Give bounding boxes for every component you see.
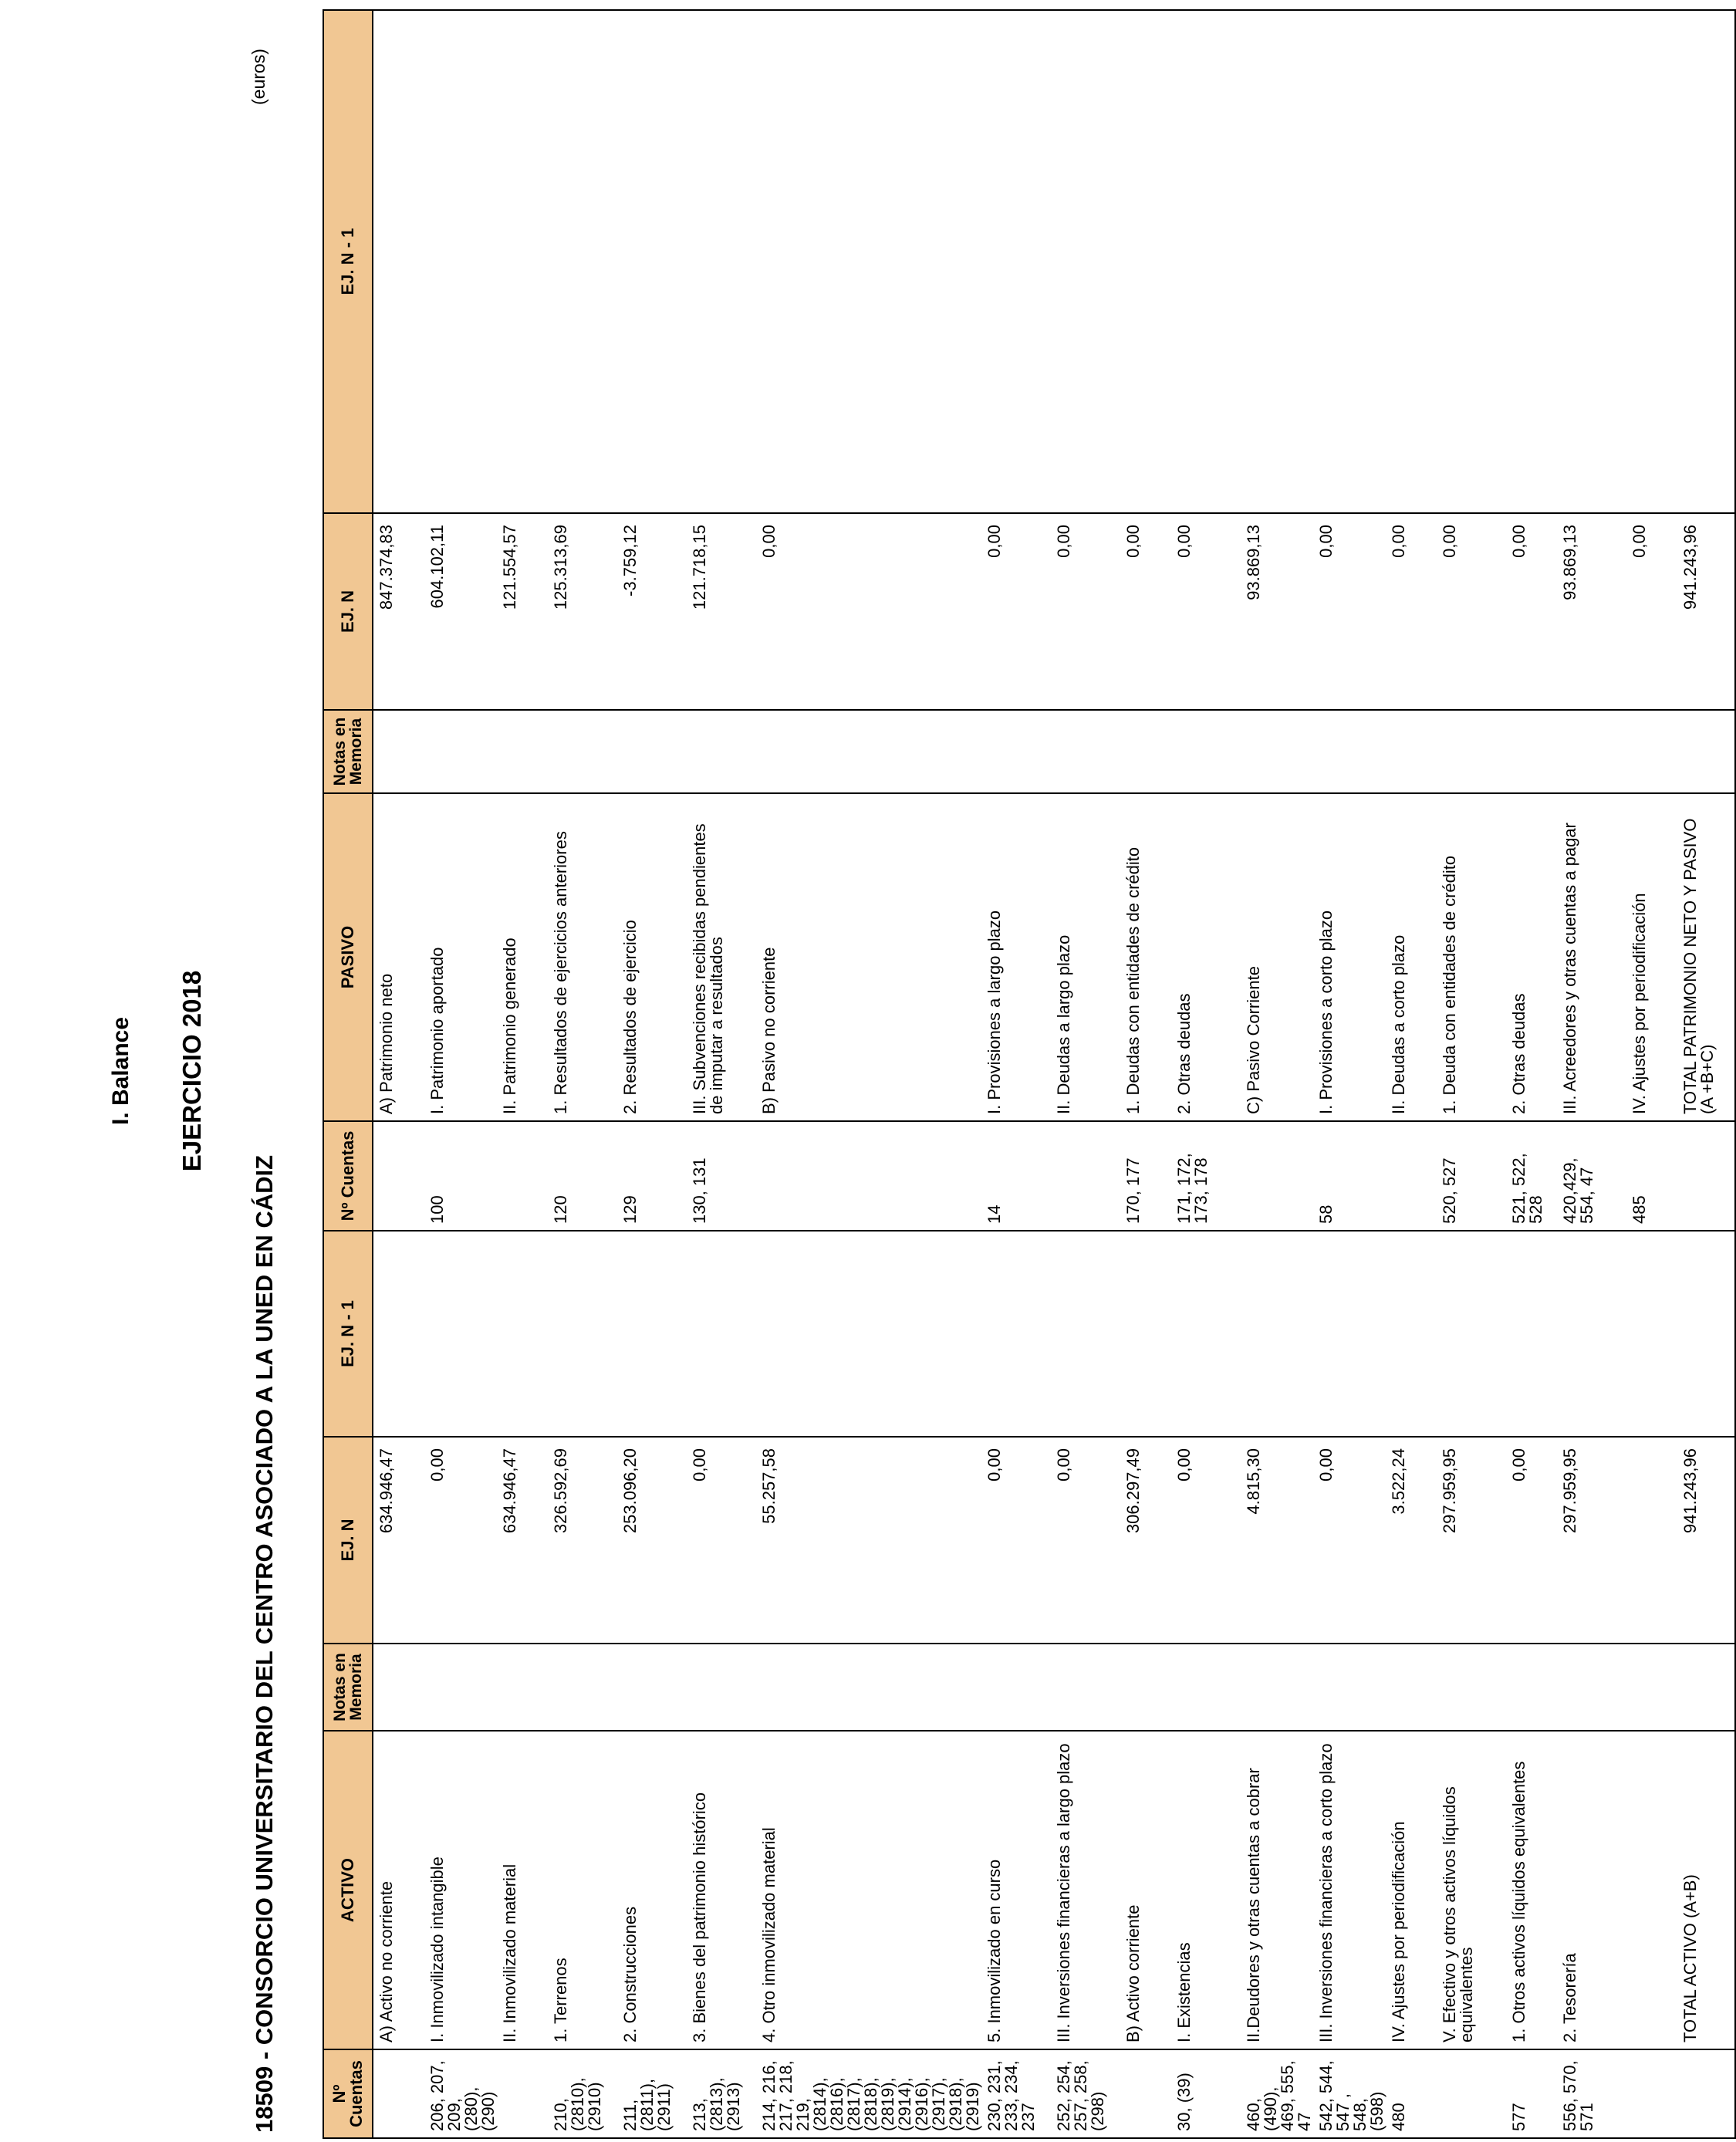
balance-row (1626, 10, 1677, 2138)
notes-activo (617, 1644, 687, 1731)
amount-ejn1-activo (687, 1231, 756, 1437)
amount-ejn1-pasivo (1557, 10, 1626, 513)
amount-ejn1-activo (1171, 1231, 1241, 1437)
amount-ejn-activo: 0,00 (1051, 1437, 1120, 1644)
amount-ejn-activo: 0,00 (687, 1437, 756, 1644)
balance-row (1557, 10, 1626, 2138)
account-codes-pasivo: 170, 177 (1120, 1121, 1171, 1231)
amount-ejn1-pasivo (1313, 10, 1386, 513)
activo-label: III. Inversiones financieras a largo plazo (1051, 1731, 1120, 2049)
amount-ejn1-pasivo (373, 10, 424, 513)
account-codes-activo: 230, 231, 233, 234, 237 (981, 2049, 1051, 2138)
activo-label: TOTAL ACTIVO (A+B) (1677, 1731, 1735, 2049)
amount-ejn-activo: 0,00 (981, 1437, 1051, 1644)
amount-ejn1-pasivo (1677, 10, 1735, 513)
activo-label: 5. Inmovilizado en curso (981, 1731, 1051, 2049)
notes-pasivo (981, 710, 1051, 793)
account-codes-activo: 577 (1506, 2049, 1557, 2138)
notes-pasivo (1386, 710, 1437, 793)
activo-label: II. Inmovilizado material (497, 1731, 548, 2049)
amount-ejn-activo: 297.959,95 (1557, 1437, 1626, 1644)
balance-row (1677, 10, 1735, 2138)
amount-ejn-activo: 4.815,30 (1241, 1437, 1313, 1644)
notes-activo (424, 1644, 497, 1731)
pasivo-label: I. Patrimonio aportado (424, 793, 497, 1121)
amount-ejn1-activo (497, 1231, 548, 1437)
fiscal-year: EJERCICIO 2018 (177, 970, 206, 1172)
notes-pasivo (1557, 710, 1626, 793)
amount-ejn-activo: 3.522,24 (1386, 1437, 1437, 1644)
amount-ejn1-pasivo (1241, 10, 1313, 513)
activo-label: IV. Ajustes por periodificación (1386, 1731, 1437, 2049)
amount-ejn1-pasivo (687, 10, 756, 513)
amount-ejn1-pasivo (1051, 10, 1120, 513)
balance-table (323, 9, 1736, 2139)
account-codes-pasivo: 58 (1313, 1121, 1386, 1231)
notes-pasivo (1241, 710, 1313, 793)
balance-row (1506, 10, 1557, 2138)
header-row (323, 10, 373, 2138)
col-header-pasivo: PASIVO (323, 793, 373, 1121)
activo-label: 2. Construcciones (617, 1731, 687, 2049)
amount-ejn-pasivo: 93.869,13 (1241, 513, 1313, 710)
notes-pasivo (1171, 710, 1241, 793)
notes-pasivo (424, 710, 497, 793)
amount-ejn-pasivo: 0,00 (1051, 513, 1120, 710)
notes-activo (1506, 1644, 1557, 1731)
notes-activo (1051, 1644, 1120, 1731)
notes-activo (1171, 1644, 1241, 1731)
activo-label: B) Activo corriente (1120, 1731, 1171, 2049)
notes-pasivo (1677, 710, 1735, 793)
account-codes-pasivo (756, 1121, 981, 1231)
account-codes-pasivo: 14 (981, 1121, 1051, 1231)
amount-ejn1-pasivo (1506, 10, 1557, 513)
pasivo-label: II. Deudas a largo plazo (1051, 793, 1120, 1121)
amount-ejn-pasivo: 125.313,69 (548, 513, 617, 710)
activo-label: I. Inmovilizado intangible (424, 1731, 497, 2049)
notes-activo (1241, 1644, 1313, 1731)
amount-ejn-activo: 634.946,47 (497, 1437, 548, 1644)
account-codes-pasivo (497, 1121, 548, 1231)
pasivo-label: 1. Deudas con entidades de crédito (1120, 793, 1171, 1121)
pasivo-label: II. Deudas a corto plazo (1386, 793, 1437, 1121)
account-codes-pasivo (1677, 1121, 1735, 1231)
notes-pasivo (756, 710, 981, 793)
account-codes-activo (373, 2049, 424, 2138)
entity-name: 18509 - CONSORCIO UNIVERSITARIO DEL CENTRO ASOCIADO A LA UNED EN CÁDIZ (251, 1154, 278, 2133)
amount-ejn-pasivo: -3.759,12 (617, 513, 687, 710)
notes-activo (548, 1644, 617, 1731)
activo-label: III. Inversiones financieras a corto plazo (1313, 1731, 1386, 2049)
amount-ejn-pasivo: 121.718,15 (687, 513, 756, 710)
account-codes-pasivo: 100 (424, 1121, 497, 1231)
col-header-ejn1-activo: EJ. N - 1 (323, 1231, 373, 1437)
amount-ejn-activo: 0,00 (424, 1437, 497, 1644)
activo-label: V. Efectivo y otros activos líquidos equivalentes (1437, 1731, 1506, 2049)
activo-label: 2. Tesorería (1557, 1731, 1626, 2049)
balance-row (548, 10, 617, 2138)
account-codes-activo: 252, 254, 257, 258, (298) (1051, 2049, 1120, 2138)
amount-ejn-pasivo: 847.374,83 (373, 513, 424, 710)
pasivo-label: C) Pasivo Corriente (1241, 793, 1313, 1121)
notes-pasivo (1313, 710, 1386, 793)
activo-label: 1. Terrenos (548, 1731, 617, 2049)
pasivo-label: I. Provisiones a largo plazo (981, 793, 1051, 1121)
amount-ejn-activo: 0,00 (1171, 1437, 1241, 1644)
account-codes-activo: 214, 216, 217, 218, 219, (2814), (2816), (2817), (2818), (2819), (2914), (2916), (2917), (2918), (2919) (756, 2049, 981, 2138)
account-codes-activo (1626, 2049, 1677, 2138)
amount-ejn-activo: 634.946,47 (373, 1437, 424, 1644)
activo-label: 1. Otros activos líquidos equivalentes (1506, 1731, 1557, 2049)
amount-ejn1-activo (1557, 1231, 1626, 1437)
account-codes-pasivo: 420,429, 554, 47 (1557, 1121, 1626, 1231)
notes-pasivo (1506, 710, 1557, 793)
amount-ejn1-activo (1677, 1231, 1735, 1437)
amount-ejn-pasivo: 0,00 (1437, 513, 1506, 710)
amount-ejn-pasivo: 121.554,57 (497, 513, 548, 710)
account-codes-activo (1120, 2049, 1171, 2138)
pasivo-label: A) Patrimonio neto (373, 793, 424, 1121)
col-header-notas-pasivo: Notas en Memoria (323, 710, 373, 793)
notes-activo (1626, 1644, 1677, 1731)
amount-ejn-activo: 253.096,20 (617, 1437, 687, 1644)
amount-ejn-pasivo: 0,00 (1171, 513, 1241, 710)
account-codes-pasivo: 130, 131 (687, 1121, 756, 1231)
account-codes-pasivo: 521, 522, 528 (1506, 1121, 1557, 1231)
balance-row (1241, 10, 1313, 2138)
amount-ejn-pasivo: 93.869,13 (1557, 513, 1626, 710)
pasivo-label: IV. Ajustes por periodificación (1626, 793, 1677, 1121)
currency-units: (euros) (248, 49, 269, 105)
amount-ejn1-pasivo (1626, 10, 1677, 513)
amount-ejn1-activo (1437, 1231, 1506, 1437)
amount-ejn1-activo (981, 1231, 1051, 1437)
notes-activo (981, 1644, 1051, 1731)
col-header-ejn-pasivo: EJ. N (323, 513, 373, 710)
amount-ejn-pasivo: 941.243,96 (1677, 513, 1735, 710)
amount-ejn1-pasivo (617, 10, 687, 513)
balance-row (497, 10, 548, 2138)
amount-ejn1-activo (424, 1231, 497, 1437)
amount-ejn-pasivo: 0,00 (756, 513, 981, 710)
col-header-notas-activo: Notas en Memoria (323, 1644, 373, 1731)
amount-ejn1-activo (1626, 1231, 1677, 1437)
amount-ejn1-activo (373, 1231, 424, 1437)
activo-label: 3. Bienes del patrimonio histórico (687, 1731, 756, 2049)
account-codes-pasivo: 120 (548, 1121, 617, 1231)
amount-ejn1-activo (1313, 1231, 1386, 1437)
amount-ejn-pasivo: 0,00 (1386, 513, 1437, 710)
amount-ejn-activo: 0,00 (1313, 1437, 1386, 1644)
amount-ejn1-activo (1241, 1231, 1313, 1437)
account-codes-pasivo (373, 1121, 424, 1231)
amount-ejn-pasivo: 0,00 (1626, 513, 1677, 710)
account-codes-pasivo (1241, 1121, 1313, 1231)
amount-ejn1-pasivo (981, 10, 1051, 513)
notes-pasivo (1120, 710, 1171, 793)
amount-ejn-activo (1626, 1437, 1677, 1644)
pasivo-label: 2. Otras deudas (1506, 793, 1557, 1121)
balance-row (687, 10, 756, 2138)
pasivo-label: I. Provisiones a corto plazo (1313, 793, 1386, 1121)
account-codes-pasivo (1051, 1121, 1120, 1231)
account-codes-pasivo: 520, 527 (1437, 1121, 1506, 1231)
activo-label: I. Existencias (1171, 1731, 1241, 2049)
account-codes-pasivo (1386, 1121, 1437, 1231)
notes-pasivo (497, 710, 548, 793)
amount-ejn1-activo (1120, 1231, 1171, 1437)
pasivo-label: 1. Deuda con entidades de crédito (1437, 793, 1506, 1121)
account-codes-activo: 210, (2810), (2910) (548, 2049, 617, 2138)
amount-ejn1-activo (1386, 1231, 1437, 1437)
amount-ejn1-activo (1506, 1231, 1557, 1437)
notes-activo (1120, 1644, 1171, 1731)
activo-label (1626, 1731, 1677, 2049)
account-codes-activo: 30, (39) (1171, 2049, 1241, 2138)
pasivo-label: 2. Otras deudas (1171, 793, 1241, 1121)
col-header-ejn-activo: EJ. N (323, 1437, 373, 1644)
col-header-activo: ACTIVO (323, 1731, 373, 2049)
amount-ejn1-activo (756, 1231, 981, 1437)
pasivo-label: TOTAL PATRIMONIO NETO Y PASIVO (A +B+C) (1677, 793, 1735, 1121)
amount-ejn-activo: 55.257,58 (756, 1437, 981, 1644)
notes-activo (497, 1644, 548, 1731)
account-codes-activo: 460, (490), 469, 555, 47 (1241, 2049, 1313, 2138)
account-codes-activo: 211, (2811), (2911) (617, 2049, 687, 2138)
amount-ejn-activo: 297.959,95 (1437, 1437, 1506, 1644)
document-title: I. Balance (108, 1016, 133, 1126)
notes-activo (1386, 1644, 1437, 1731)
account-codes-activo: 206, 207, 209, (280), (290) (424, 2049, 497, 2138)
account-codes-activo: 213, (2813), (2913) (687, 2049, 756, 2138)
pasivo-label: B) Pasivo no corriente (756, 793, 981, 1121)
balance-row (373, 10, 424, 2138)
account-codes-activo (1437, 2049, 1506, 2138)
pasivo-label: II. Patrimonio generado (497, 793, 548, 1121)
activo-label: A) Activo no corriente (373, 1731, 424, 2049)
amount-ejn1-pasivo (497, 10, 548, 513)
notes-pasivo (617, 710, 687, 793)
balance-row (1051, 10, 1120, 2138)
amount-ejn-activo: 326.592,69 (548, 1437, 617, 1644)
amount-ejn1-pasivo (1437, 10, 1506, 513)
notes-pasivo (1437, 710, 1506, 793)
account-codes-pasivo: 129 (617, 1121, 687, 1231)
notes-pasivo (1051, 710, 1120, 793)
amount-ejn-pasivo: 0,00 (981, 513, 1051, 710)
balance-row (1171, 10, 1241, 2138)
amount-ejn1-pasivo (548, 10, 617, 513)
account-codes-pasivo: 485 (1626, 1121, 1677, 1231)
amount-ejn1-activo (1051, 1231, 1120, 1437)
balance-row (617, 10, 687, 2138)
notes-pasivo (548, 710, 617, 793)
amount-ejn-pasivo: 0,00 (1120, 513, 1171, 710)
balance-row (981, 10, 1051, 2138)
amount-ejn-activo: 306.297,49 (1120, 1437, 1171, 1644)
account-codes-activo: 542, 544, 547 , 548, (598) (1313, 2049, 1386, 2138)
balance-row (1386, 10, 1437, 2138)
account-codes-activo (497, 2049, 548, 2138)
amount-ejn-activo: 0,00 (1506, 1437, 1557, 1644)
amount-ejn1-pasivo (1386, 10, 1437, 513)
balance-row (756, 10, 981, 2138)
pasivo-label: 1. Resultados de ejercicios anteriores (548, 793, 617, 1121)
pasivo-label: III. Subvenciones recibidas pendientes de imputar a resultados (687, 793, 756, 1121)
pasivo-label: III. Acreedores y otras cuentas a pagar (1557, 793, 1626, 1121)
activo-label: 4. Otro inmovilizado material (756, 1731, 981, 2049)
amount-ejn-pasivo: 0,00 (1313, 513, 1386, 710)
amount-ejn1-activo (548, 1231, 617, 1437)
amount-ejn-pasivo: 0,00 (1506, 513, 1557, 710)
balance-row (1120, 10, 1171, 2138)
notes-pasivo (373, 710, 424, 793)
notes-activo (1677, 1644, 1735, 1731)
notes-activo (1437, 1644, 1506, 1731)
col-header-cuentas-activo: Nº Cuentas (323, 2049, 373, 2138)
account-codes-activo (1677, 2049, 1735, 2138)
notes-activo (373, 1644, 424, 1731)
activo-label: II.Deudores y otras cuentas a cobrar (1241, 1731, 1313, 2049)
amount-ejn-activo: 941.243,96 (1677, 1437, 1735, 1644)
account-codes-activo: 480 (1386, 2049, 1437, 2138)
amount-ejn1-pasivo (1120, 10, 1171, 513)
account-codes-activo: 556, 570, 571 (1557, 2049, 1626, 2138)
pasivo-label: 2. Resultados de ejercicio (617, 793, 687, 1121)
col-header-cuentas-pasivo: Nº Cuentas (323, 1121, 373, 1231)
balance-row (1437, 10, 1506, 2138)
amount-ejn1-pasivo (424, 10, 497, 513)
amount-ejn1-pasivo (756, 10, 981, 513)
notes-pasivo (1626, 710, 1677, 793)
account-codes-pasivo: 171, 172, 173, 178 (1171, 1121, 1241, 1231)
notes-pasivo (687, 710, 756, 793)
balance-row (1313, 10, 1386, 2138)
notes-activo (1557, 1644, 1626, 1731)
col-header-ejn1-pasivo: EJ. N - 1 (323, 10, 373, 513)
amount-ejn-pasivo: 604.102,11 (424, 513, 497, 710)
amount-ejn1-pasivo (1171, 10, 1241, 513)
notes-activo (756, 1644, 981, 1731)
notes-activo (687, 1644, 756, 1731)
balance-row (424, 10, 497, 2138)
notes-activo (1313, 1644, 1386, 1731)
amount-ejn1-activo (617, 1231, 687, 1437)
